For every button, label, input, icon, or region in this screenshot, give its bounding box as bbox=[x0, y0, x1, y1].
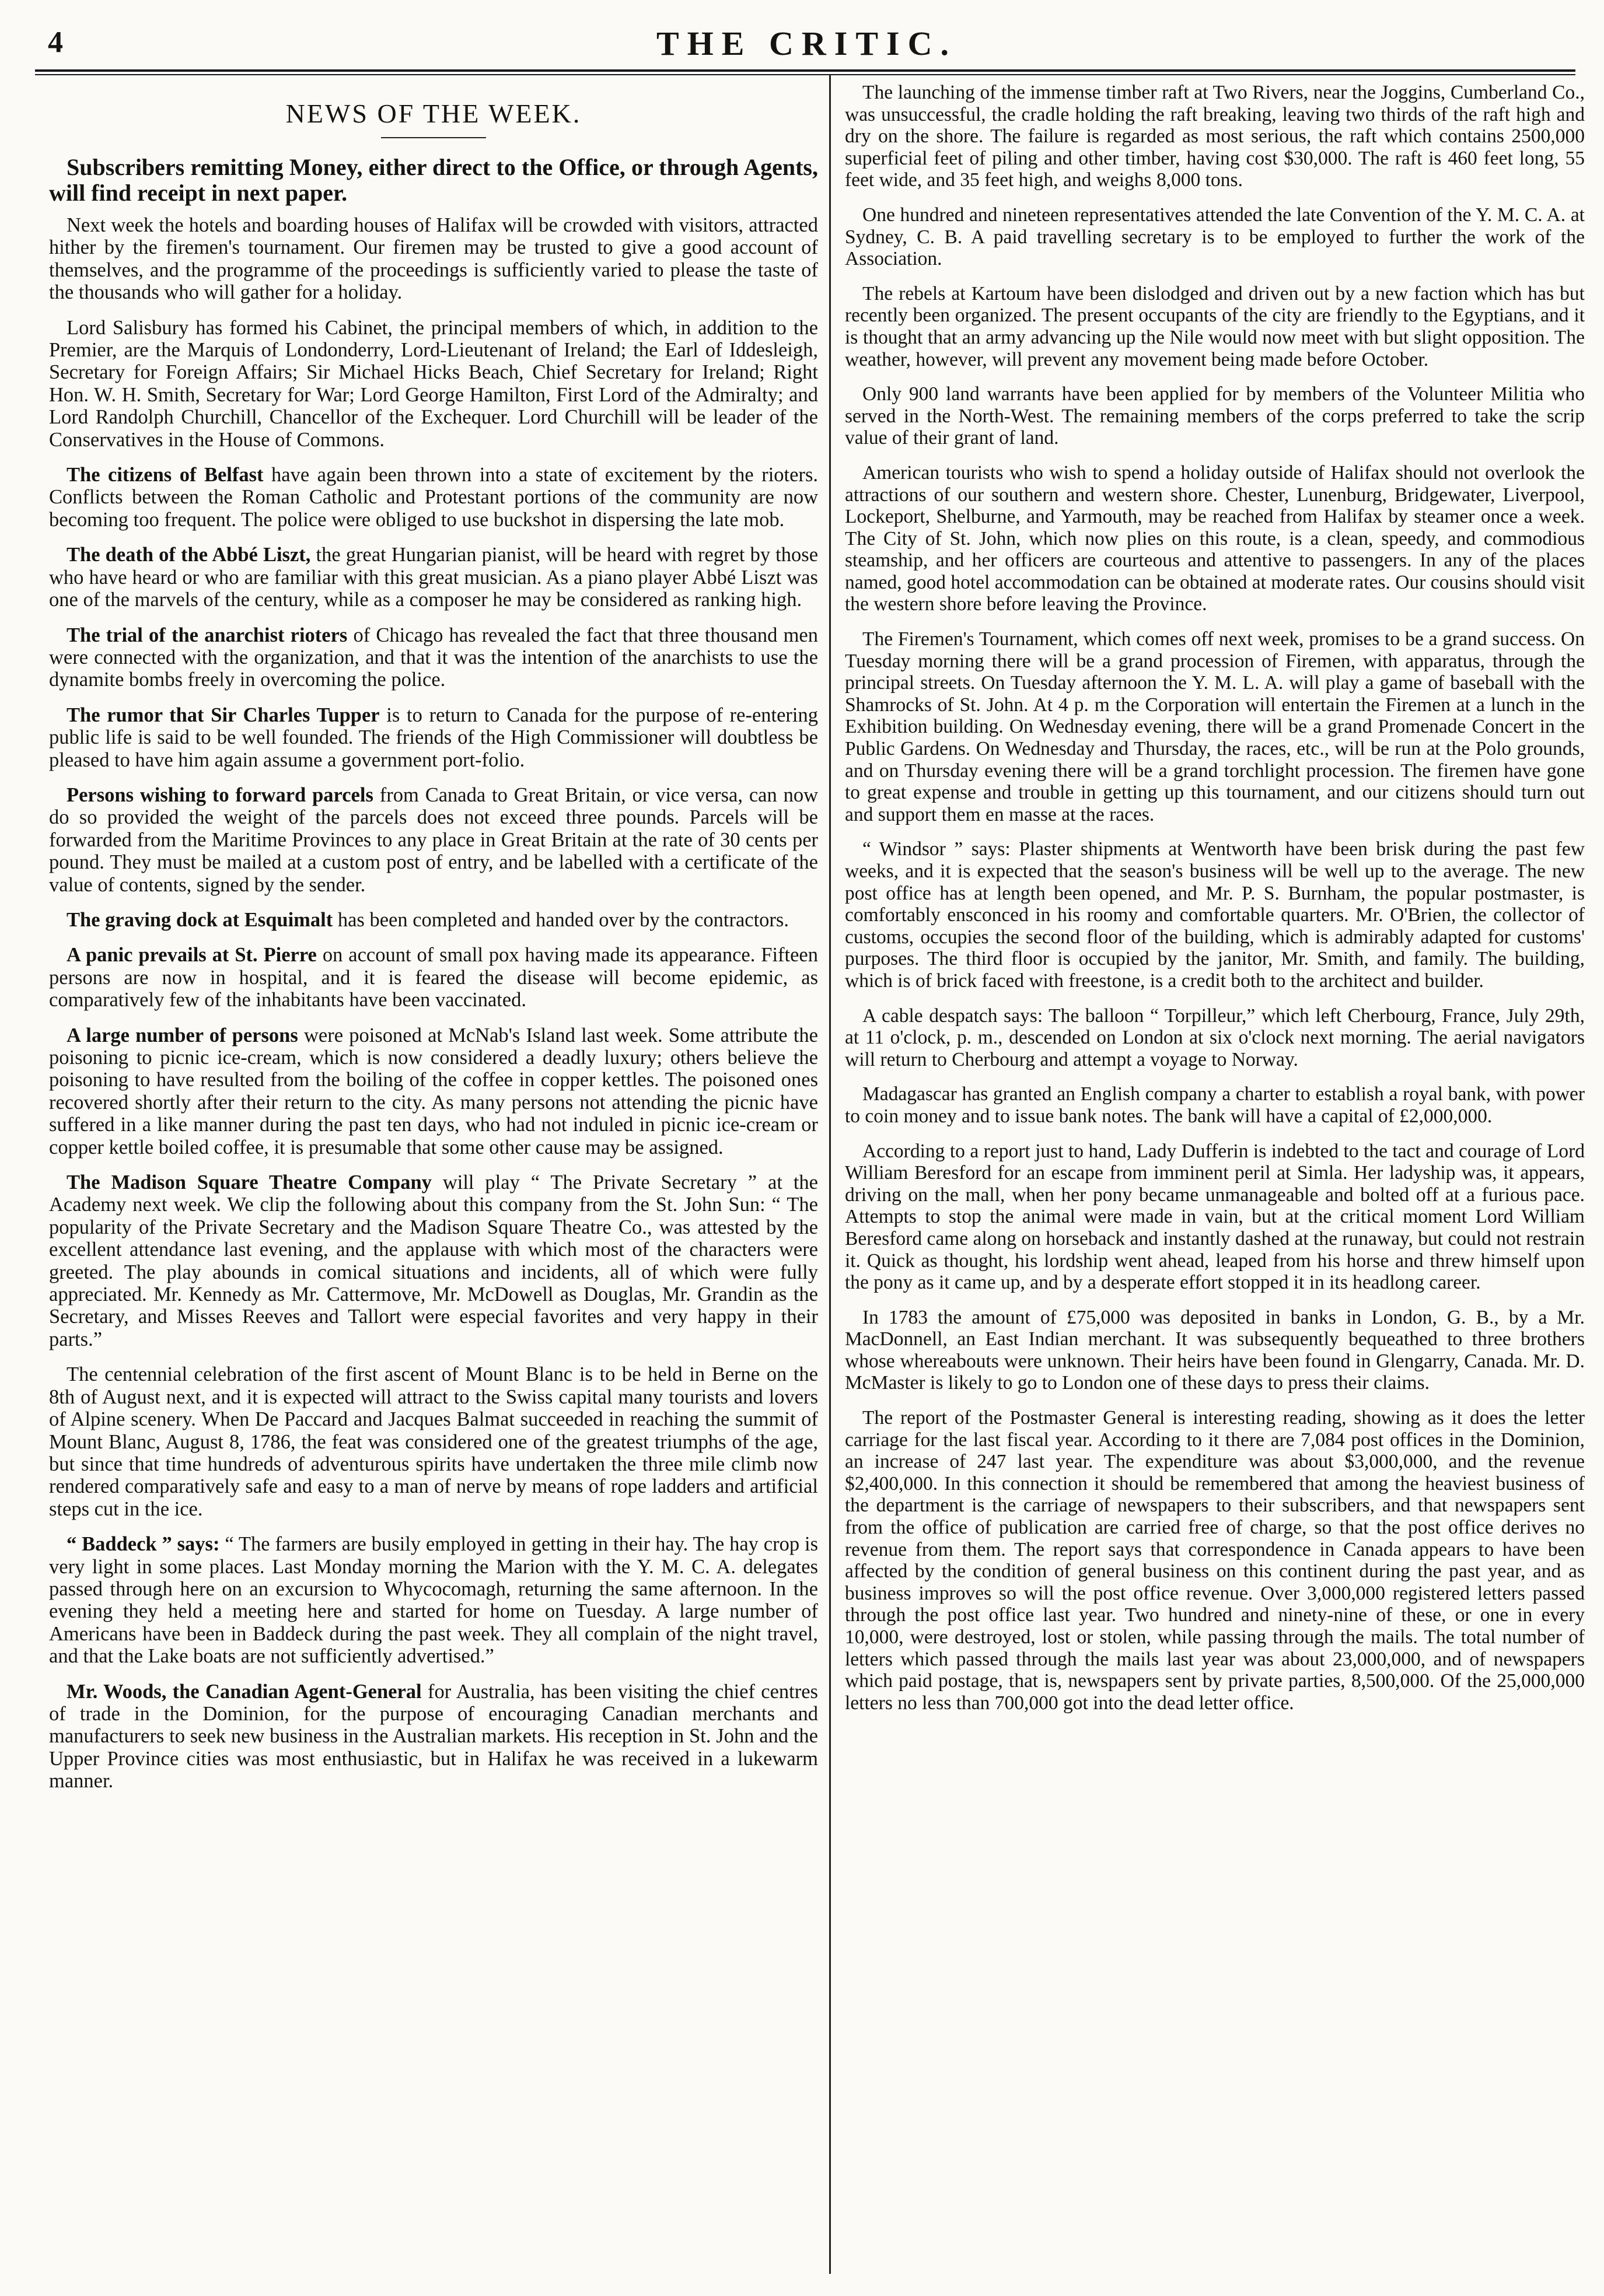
news-item bbox=[49, 544, 818, 611]
news-item-text: Lord Salisbury has formed his Cabinet, the principal members of which, in addition to the Premier, are the Marquis of Londonderry, Lord-Lieutenant of Ireland; the Earl of Iddesleigh, Secretary for Foreign Affairs; Sir Michael Hicks Beach, Chief Secretary for Ireland; Right Hon. W. H. Smith, Secretary for War; Lord George Hamilton, First Lord of the Admiralty; and Lord Randolph Churchill, Chancellor of the Exchequer. Lord Churchill will be leader of the Conservatives in the House of Commons. bbox=[49, 316, 818, 451]
news-item bbox=[49, 1024, 818, 1158]
news-item bbox=[49, 214, 818, 304]
news-item-text: were poisoned at McNab's Island last week. Some attribute the poisoning to picnic ice-cream, which is now considered a deadly luxury; others believe the poisoning to have resulted from the boiling of the coffee in copper kettles. The poisoned ones recovered shortly after their return to the city. As many persons not attending the picnic have suffered in a like manner during the past ten days, who had not induled in picnic ice-cream or copper kettle boiled coffee, it is presumable that some other cause may be assigned. bbox=[49, 1024, 818, 1158]
page-header bbox=[35, 20, 1578, 67]
news-item bbox=[49, 944, 818, 1011]
news-item-text: The Firemen's Tournament, which comes off next week, promises to be a grand success. On Tuesday morning there will be a grand procession of Firemen, with apparatus, through the principal streets. On Tuesday afternoon the Y. M. L. A. will play a game of baseball with the Shamrocks of St. John. At 4 p. m the Corporation will entertain the Firemen at a lunch in the Exhibition building. On Wednesday evening, there will be a grand Promenade Concert in the Public Gardens. On Wednesday and Thursday, the races, etc., will be run at the Polo grounds, and on Thursday evening there will be a grand torchlight procession. The firemen have gone to great expense and trouble in getting up this tournament, and our citizens should turn out and support them en masse at the races. bbox=[845, 628, 1585, 825]
news-item-lead: The death of the Abbé Liszt, bbox=[67, 544, 311, 566]
news-item-lead: A panic prevails at St. Pierre bbox=[67, 944, 317, 967]
news-item bbox=[49, 624, 818, 691]
news-item bbox=[49, 1533, 818, 1667]
news-item-lead: A large number of persons bbox=[67, 1024, 298, 1046]
news-item-text: for Australia, has been visiting the chief centres of trade in the Dominion, for the purpose of encouraging Canadian merchants and manufacturers to seek new business in the Australian markets. His reception in St. John and the Upper Province cities was most enthusiastic, but in Halifax he was received in a lukewarm manner. bbox=[49, 1680, 818, 1793]
news-item bbox=[49, 1363, 818, 1520]
news-item bbox=[845, 283, 1585, 370]
news-item-text: The centennial celebration of the first ascent of Mount Blanc is to be held in Berne on the 8th of August next, and it is expected will attract to the Swiss capital many tourists and lovers of Alpine scenery. When De Paccard and Jacques Balmat succeeded in reaching the summit of Mount Blanc, August 8, 1786, the feat was considered one of the greatest triumphs of the age, but since that time hundreds of adventurous spirits have undertaken the three mile climb now rendered comparatively safe and easy to a man of nerve by means of rope ladders and artificial steps cut in the ice. bbox=[49, 1363, 818, 1520]
news-item-text: will play “ The Private Secretary ” at the Academy next week. We clip the following about this company from the St. John Sun: “ The popularity of the Private Secretary and the Madison Square Theatre Co., was attested by the excellent attendance last evening, and the applause with which most of the characters were greeted. The play abounds in comical situations and incidents, all of which were fully appreciated. Mr. Kennedy as Mr. Cattermove, Mr. McDowell as Douglas, Mr. Grandin as the Secretary, and Misses Reeves and Tallort were especial favorites and very happy in their parts.” bbox=[49, 1171, 818, 1350]
left-column bbox=[49, 82, 818, 2275]
news-item-lead: The graving dock at Esquimalt bbox=[67, 908, 333, 931]
news-item bbox=[49, 1681, 818, 1793]
news-item bbox=[845, 462, 1585, 615]
news-item bbox=[49, 317, 818, 451]
news-item-text: American tourists who wish to spend a holiday outside of Halifax should not overlook the attractions of our southern and western shore. Chester, Lunenburg, Bridgewater, Liverpool, Lockeport, Shelburne, and Yarmouth, may be reached from Halifax by steamer once a week. The City of St. John, which now plies on this route, is a clean, speedy, and commodious steamship, and her officers are courteous and attentive to passengers. In any of the places named, good hotel accommodation can be obtained at moderate rates. Our cousins should visit the western shore before leaving the Province. bbox=[845, 461, 1585, 615]
news-item bbox=[845, 1140, 1585, 1294]
news-item bbox=[845, 838, 1585, 992]
news-item bbox=[845, 383, 1585, 449]
news-item-text: According to a report just to hand, Lady Dufferin is indebted to the tact and courage of Lord William Beresford for an escape from imminent peril at Simla. Her ladyship was, it appears, driving on the mall, when her pony became unmanageable and bolted off at a furious pace. Attempts to stop the animal were made in vain, but at the critical moment Lord William Beresford came along on horseback and instantly dashed at the runaway, but could not restrain it. Quick as thought, his lordship went ahead, leaped from his horse and threw himself upon the pony as it came up, and by a desperate effort stopped it in its headlong career. bbox=[845, 1140, 1585, 1294]
news-item bbox=[845, 1005, 1585, 1071]
news-item-lead: Mr. Woods, the Canadian Agent-General bbox=[67, 1680, 422, 1703]
news-item-lead: “ Baddeck ” says: bbox=[67, 1533, 220, 1556]
news-item-lead: The citizens of Belfast bbox=[67, 464, 264, 487]
news-item-text: The report of the Postmaster General is interesting reading, showing as it does the letter carriage for the last fiscal year. According to it there are 7,084 post offices in the Dominion, an increase of 247 last year. The expenditure was about $3,000,000, and the revenue $2,400,000. In this connection it should be remembered that among the heaviest business of the department is the carriage of newspapers to their subscribers, and that newspapers sent from the office of publication are carried free of charge, so that the post office derives no revenue from them. The report says that correspondence in Canada appears to have been affected by the condition of general business on this continent during the past year, and as business improves so will the post office revenue. Over 3,000,000 registered letters passed through the post office last year. Two hundred and ninety-nine of these, or one in every 10,000, were destroyed, lost or stolen, while passing through the mails. The total number of letters which passed through the mails last year was about 23,000,000, and of newspapers which paid postage, that is, newspapers sent by private parties, 8,500,000. Of the 25,000,000 letters no less than 700,000 got into the dead letter office. bbox=[845, 1407, 1585, 1714]
news-item-text: “ The farmers are busily employed in getting in their hay. The hay crop is very light in some places. Last Monday morning the Marion with the Y. M. C. A. delegates passed through here on an excursion to Whycocomagh, returning the same afternoon. In the evening they held a meeting here and started for home on Tuesday. A large number of Americans have been in Baddeck during the past week. They all complain of the night travel, and that the Lake boats are not sufficiently advertised.” bbox=[49, 1533, 818, 1668]
news-item bbox=[845, 82, 1585, 191]
news-item-text: of Chicago has revealed the fact that three thousand men were connected with the organization, and that it was the intention of the anarchists to use the dynamite bombs freely in overcoming the police. bbox=[49, 624, 818, 691]
news-item bbox=[845, 1407, 1585, 1714]
subscriber-notice: Subscribers remitting Money, either direct to the Office, or through Agents, will find receipt in next paper. bbox=[49, 154, 818, 206]
header-rule-thick bbox=[35, 69, 1575, 72]
news-item-lead: Persons wishing to forward parcels bbox=[67, 783, 373, 806]
news-item-text: In 1783 the amount of £75,000 was deposited in banks in London, G. B., by a Mr. MacDonnell, an East Indian merchant. It was subsequently bequeathed to three brothers whose whereabouts were unknown. Their heirs have been found in Glengarry, Canada. Mr. D. McMaster is likely to go to London one of these days to press their claims. bbox=[845, 1306, 1585, 1394]
news-item bbox=[49, 784, 818, 896]
column-divider bbox=[829, 75, 831, 2274]
news-item-lead: The Madison Square Theatre Company bbox=[67, 1171, 432, 1194]
section-title: NEWS OF THE WEEK. bbox=[285, 99, 582, 128]
news-item-text: A cable despatch says: The balloon “ Torpilleur,” which left Cherbourg, France, July 29th, at 11 o'clock, p. m., descended on London at six o'clock next morning. The aerial navigators will return to Cherbourg and attempt a voyage to Norway. bbox=[845, 1005, 1585, 1070]
news-item-text: The rebels at Kartoum have been dislodged and driven out by a new faction which has but recently been organized. The present occupants of the city are friendly to the Egyptians, and it is thought that an army advancing up the Nile would now meet with but slight opposition. The weather, however, will prevent any movement being made before October. bbox=[845, 282, 1585, 370]
news-item-lead: The trial of the anarchist rioters bbox=[67, 624, 348, 646]
news-item-text: Only 900 land warrants have been applied for by members of the Volunteer Militia who served in the North-West. The remaining members of the corps preferred to take the scrip value of their grant of land. bbox=[845, 383, 1585, 449]
news-item-text: is to return to Canada for the purpose of re-entering public life is said to be well founded. The friends of the High Commissioner will doubtless be pleased to have him again assume a government port-folio. bbox=[49, 704, 818, 771]
news-item bbox=[49, 1171, 818, 1350]
news-item-lead: The rumor that Sir Charles Tupper bbox=[67, 704, 380, 726]
right-column bbox=[845, 82, 1585, 2275]
news-item bbox=[49, 704, 818, 771]
news-item-text: Madagascar has granted an English company a charter to establish a royal bank, with power to coin money and to issue bank notes. The bank will have a capital of £2,000,000. bbox=[845, 1083, 1585, 1127]
header-rule-thin bbox=[35, 74, 1575, 75]
news-item bbox=[845, 204, 1585, 270]
left-column-items bbox=[49, 214, 818, 1793]
news-item-text: One hundred and nineteen representatives attended the late Convention of the Y. M. C. A. at Sydney, C. B. A paid travelling secretary is to be employed to further the work of the Association. bbox=[845, 204, 1585, 270]
news-item-text: from Canada to Great Britain, or vice versa, can now do so provided the weight of the parcels does not exceed three pounds. Parcels will be forwarded from the Maritime Provinces to any place in Great Britain at the rate of 30 cents per pound. They must be mailed at a custom post of entry, and be labelled with a certificate of the value of contents, signed by the sender. bbox=[49, 783, 818, 896]
masthead: THE CRITIC. bbox=[656, 24, 957, 62]
title-rule bbox=[381, 137, 486, 138]
news-item bbox=[49, 909, 818, 931]
news-item bbox=[49, 464, 818, 531]
news-item bbox=[845, 1083, 1585, 1127]
page-number: 4 bbox=[48, 26, 63, 59]
news-item bbox=[845, 1307, 1585, 1394]
news-item-text: on account of small pox having made its appearance. Fifteen persons are now in hospital, and it is feared the disease will become epidemic, as comparatively few of the inhabitants have been vaccinated. bbox=[49, 944, 818, 1012]
news-item-text: “ Windsor ” says: Plaster shipments at Wentworth have been brisk during the past few weeks, and it is expected that the season's business will be well up to the average. The new post office has at length been opened, and Mr. P. S. Burnham, the popular postmaster, is comfortably ensconced in his roomy and comfortable quarters. Mr. O'Brien, the collector of customs, occupies the second floor of the building, which is admirably adapted for customs' purposes. The third floor is occupied by the janitor, Mr. Smith, and family. The building, which is of brick faced with freestone, is a credit both to the architect and builder. bbox=[845, 838, 1585, 992]
news-item-text: Next week the hotels and boarding houses of Halifax will be crowded with visitors, attracted hither by the firemen's tournament. Our firemen may be trusted to give a good account of themselves, and the programme of the proceedings is sufficiently varied to please the taste of the thousands who will gather for a holiday. bbox=[49, 214, 818, 304]
news-item-text: have again been thrown into a state of excitement by the rioters. Conflicts between the Roman Catholic and Protestant portions of the community are now becoming too frequent. The police were obliged to use buckshot in dispersing the late mob. bbox=[49, 464, 818, 531]
right-column-items bbox=[845, 82, 1585, 1714]
news-item-text: has been completed and handed over by the contractors. bbox=[333, 908, 789, 931]
news-item-text: the great Hungarian pianist, will be heard with regret by those who have heard or who are familiar with this great musician. As a piano player Abbé Liszt was one of the marvels of the century, while as a composer he may be considered as ranking high. bbox=[49, 544, 818, 611]
news-item-text: The launching of the immense timber raft at Two Rivers, near the Joggins, Cumberland Co., was unsuccessful, the cradle holding the raft breaking, leaving two thirds of the raft high and dry on the shore. The failure is regarded as most serious, the raft which contains 2500,000 superficial feet of piling and other timber, having cost $30,000. The raft is 460 feet long, 55 feet wide, and 35 feet high, and weighs 8,000 tons. bbox=[845, 82, 1585, 191]
news-item bbox=[845, 628, 1585, 825]
